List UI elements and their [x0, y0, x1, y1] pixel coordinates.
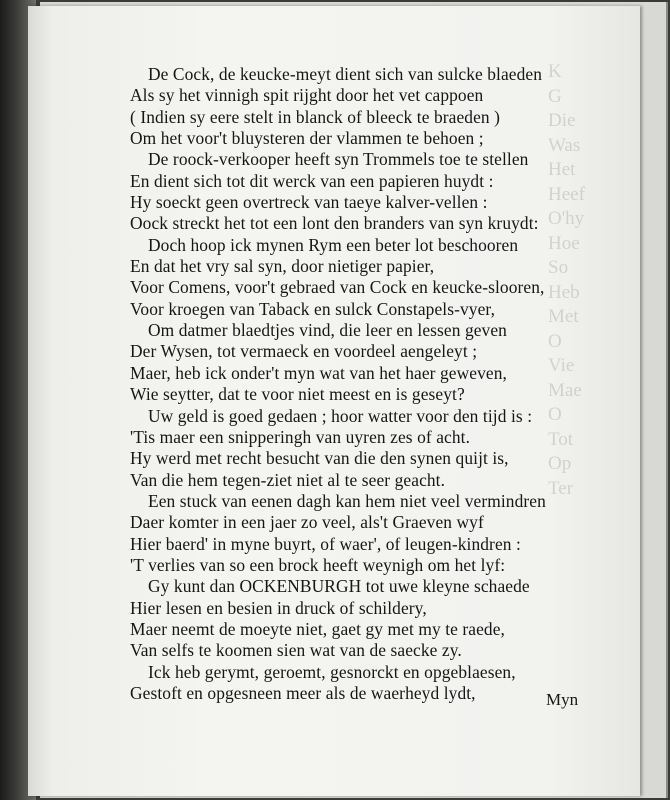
poem-line: Maer neemt de moeyte niet, gaet gy met my te raede,	[130, 618, 505, 639]
poem-line: Hy soeckt geen overtreck van taeye kalver-vellen :	[130, 192, 488, 213]
poem-text	[130, 64, 600, 704]
poem-line: En dient sich tot dit werck van een papieren huydt :	[130, 170, 494, 191]
poem-line: ( Indien sy eere stelt in blanck of bleeck te braeden )	[130, 106, 501, 127]
poem-line: Van selfs te koomen sien wat van de saecke zy.	[130, 640, 462, 661]
poem-line: Om datmer blaedtjes vind, die leer en lessen geven	[148, 320, 507, 341]
poem-line: De roock-verkooper heeft syn Trommels toe te stellen	[148, 149, 529, 170]
poem-line: En dat het vry sal syn, door nietiger papier,	[130, 256, 435, 277]
poem-line: Als sy het vinnigh spit rijght door het vet cappoen	[130, 85, 484, 106]
poem-line: Doch hoop ick mynen Rym een beter lot beschooren	[148, 234, 519, 255]
poem-line: Een stuck van eenen dagh kan hem niet veel vermindren	[148, 490, 546, 511]
poem-line: Hier baerd' in myne buyrt, of waer', of leugen-kindren :	[130, 533, 521, 554]
poem-line: Hier lesen en besien in druck of schildery,	[130, 597, 427, 618]
catchword: Myn	[546, 690, 579, 709]
poem-line: Der Wysen, tot vermaeck en voordeel aengeleyt ;	[130, 341, 478, 362]
poem-line: Gestoft en opgesneen meer als de waerheyd lydt,	[130, 682, 476, 703]
poem-line: Voor Comens, voor't gebraed van Cock en keucke-slooren,	[130, 277, 545, 298]
poem-line: Hy werd met recht besucht van die den synen quijt is,	[130, 448, 509, 469]
poem-line: Om het voor't bluysteren der vlammen te behoen ;	[130, 128, 484, 149]
poem-line: Maer, heb ick onder't myn wat van het haer geweven,	[130, 362, 507, 383]
poem-line: 'T verlies van so een brock heeft weynigh om het lyf:	[130, 554, 506, 575]
poem-line: 'Tis maer een snipperingh van uyren zes of acht.	[130, 426, 471, 447]
poem-line: De Cock, de keucke-meyt dient sich van sulcke blaeden	[148, 64, 543, 84]
poem-line: Gy kunt dan OCKENBURGH tot uwe kleyne schaede	[148, 576, 530, 597]
poem-line: Uw geld is goed gedaen ; hoor watter voor den tijd is :	[148, 405, 533, 426]
poem-line: Wie seytter, dat te voor niet meest en is geseyt?	[130, 384, 465, 405]
poem-line: Oock streckt het tot een lont den branders van syn kruydt:	[130, 213, 539, 234]
poem-line: Daer komter in een jaer zo veel, als't Graeven wyf	[130, 512, 484, 533]
poem-line: Van die hem tegen-ziet niet al te seer geacht.	[130, 469, 446, 490]
poem-line: Ick heb gerymt, geroemt, gesnorckt en opgeblaesen,	[148, 661, 516, 682]
poem-line: Voor kroegen van Taback en sulck Constapels-vyer,	[130, 298, 496, 319]
